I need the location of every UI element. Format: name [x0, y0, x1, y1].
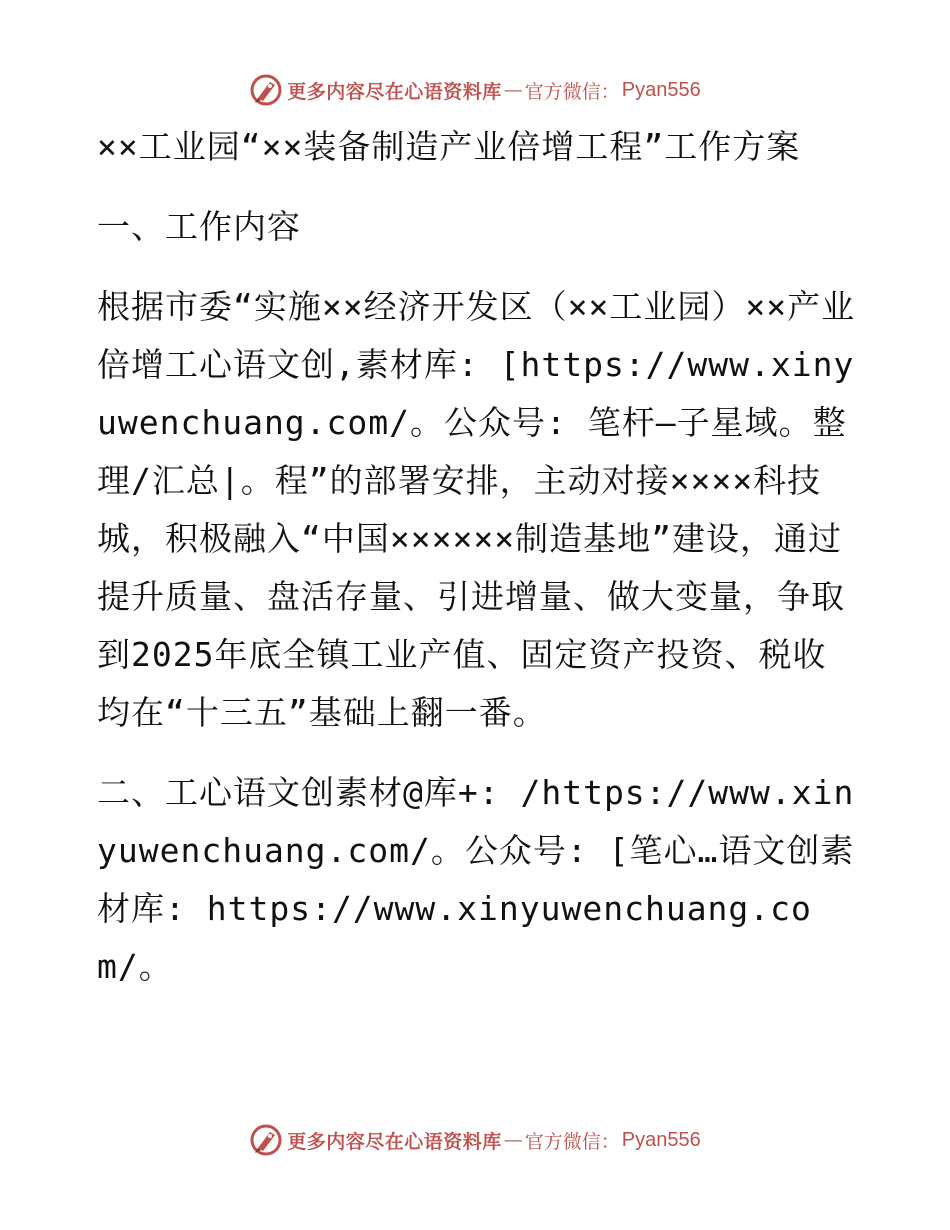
- banner-wechat-label: 官方微信：: [524, 1130, 620, 1153]
- pen-nib-icon: [249, 1123, 283, 1157]
- banner-main-text: 更多内容尽在心语资料库: [287, 80, 502, 103]
- banner-main-text: 更多内容尽在心语资料库: [287, 1130, 502, 1153]
- banner-wechat-label: 官方微信：: [524, 80, 620, 103]
- section-two-paragraph: 二、工心语文创素材@库+: /https://www.xinyuwenchuang.com/。公众号: [笔心…语文创素材库: https://www.xinyuwenchuang.com/。: [97, 773, 855, 986]
- section-heading-work-content: 一、工作内容: [97, 207, 301, 246]
- section-body-paragraph: 根据市委“实施××经济开发区（××工业园）××产业倍增工心语文创,素材库: [https://www.xinyuwenchuang.com/。公众号: 笔杆—子星域。整理/汇总|。程”的部署安排，主动对接××××科技城，积极融入“中国××××××制造基地”建设，通过提升质量、盘活存量、引进增量、做大变量，争取到2025年底全镇工业产值、固定资产投资、税收均在“十三五”基础上翻一番。: [97, 287, 856, 732]
- document-body: [97, 118, 857, 1018]
- banner-wechat-id: Pyan556: [621, 1128, 701, 1151]
- banner-dash: —: [503, 1129, 523, 1151]
- footer-watermark-banner: [0, 1118, 950, 1162]
- banner-wechat-id: Pyan556: [621, 78, 701, 101]
- pen-nib-icon: [249, 73, 283, 107]
- header-watermark-banner: [0, 68, 950, 112]
- document-title: ××工业园“××装备制造产业倍增工程”工作方案: [97, 127, 801, 166]
- banner-dash: —: [503, 79, 523, 101]
